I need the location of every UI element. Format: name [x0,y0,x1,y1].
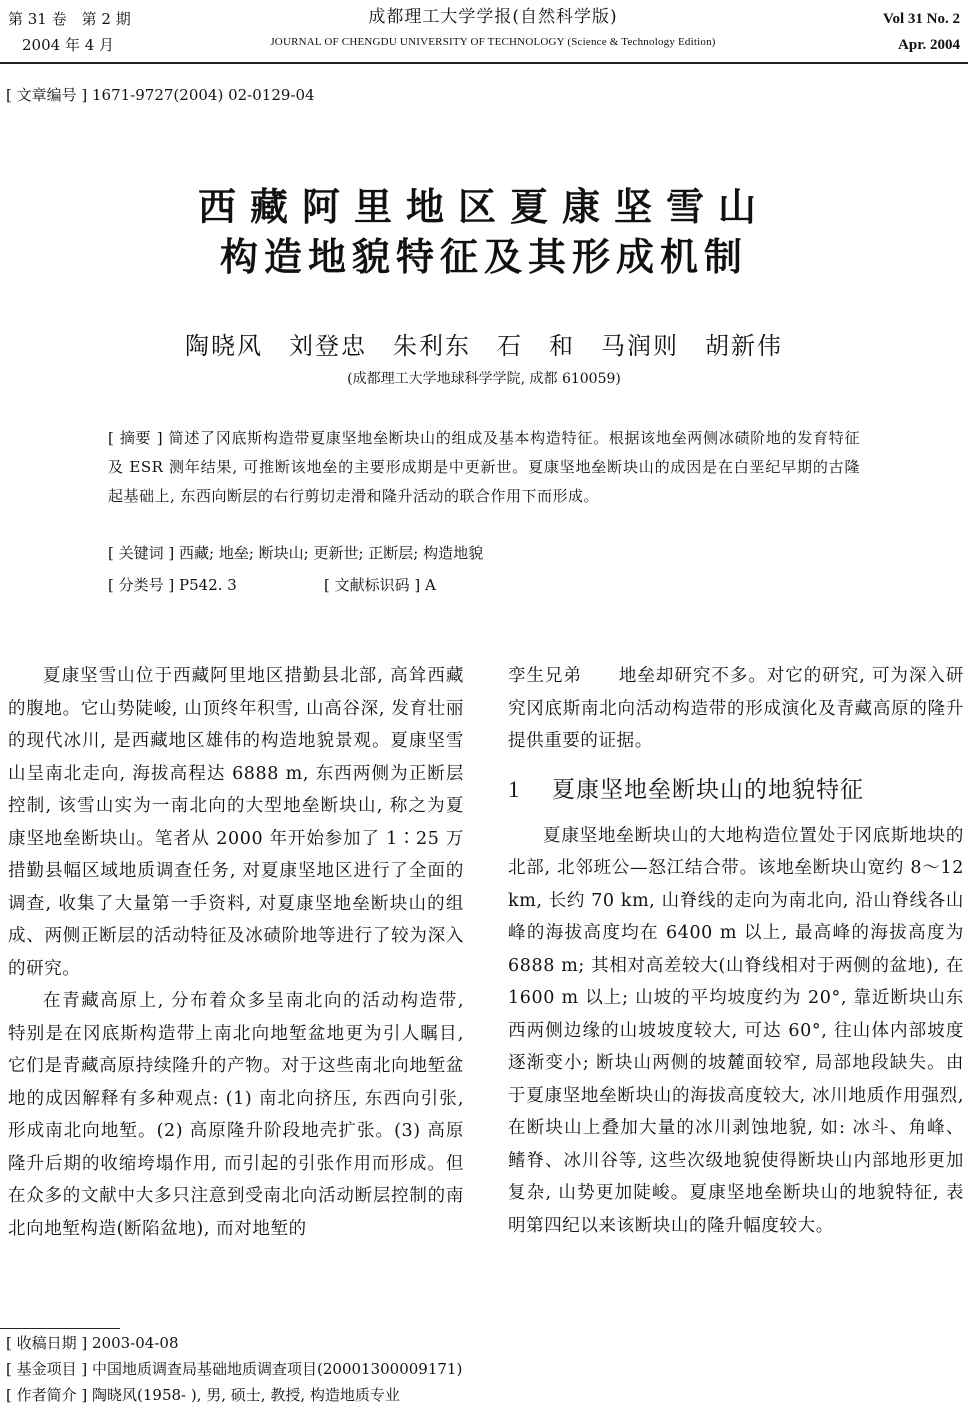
volume-issue-en [883,6,960,58]
keywords: [ 关键词 ] 西藏; 地垒; 断块山; 更新世; 正断层; 构造地貌 [108,544,484,562]
body-right-column [508,660,964,1242]
body-paragraph: 夏康坚地垒断块山的大地构造位置处于冈底斯地块的北部, 北邻班公—怒江结合带。该地垒断块山宽约 8～12 km, 长约 70 km, 山脊线的走向为南北向, 沿山脊线各山峰的海拔高度均在 6400 m 以上, 最高峰的海拔高度为 6888 m; 其相对高差较大(山脊线相对于两侧的盆地), 在 1600 m 以上; 山坡的平均坡度约为 20°, 靠近断块山东西两侧边缘的山坡坡度较大, 可达 60°, 往山体内部坡度逐渐变小; 断块山两侧的坡麓面较窄, 局部地段缺失。由于夏康坚地垒断块山的海拔高度较大, 冰川地质作用强烈, 在断块山上叠加大量的冰川剥蚀地貌, 如: 冰斗、角峰、鳍脊、冰川谷等, 这些次级地貌使得断块山内部地形更加复杂, 山势更加陡峻。夏康坚地垒断块山的地貌特征, 表明第四纪以来该断块山的隆升幅度较大。 [508,825,964,1236]
affiliation: (成都理工大学地球科学学院, 成都 610059) [347,371,621,387]
classification-number: [ 分类号 ] P542. 3 [108,576,237,594]
date-en: Apr. 2004 [898,37,960,53]
abstract: [ 摘要 ] 简述了冈底斯构造带夏康坚地垒断块山的组成及基本构造特征。根据该地垒两侧冰碛阶地的发育特征及 ESR 测年结果, 可推断该地垒的主要形成期是中更新世。夏康坚地垒断块山的成因是在白垩纪早期的古隆起基础上, 东西向断层的右行剪切走滑和隆升活动的联合作用下而形成。 [108,429,860,505]
paper-title-line2: 构造地貌特征及其形成机制 [219,234,748,279]
volume-cn: 第 31 卷 第 2 期 [8,10,131,28]
journal-header [190,6,796,56]
date-cn: 2004 年 4 月 [22,36,115,54]
footnote-fund: [ 基金项目 ] 中国地质调查局基础地质调查项目(20001300009171) [6,1360,463,1378]
section-number: 1 [508,776,521,802]
footnote-rule [0,1328,120,1329]
volume-issue-cn [8,6,131,58]
body-paragraph: 夏康坚雪山位于西藏阿里地区措勤县北部, 高耸西藏的腹地。它山势陡峻, 山顶终年积雪, 山高谷深, 发育壮丽的现代冰川, 是西藏地区雄伟的构造地貌景观。夏康坚雪山呈南北走向, 海拔高程达 6888 m, 东西两侧为正断层控制, 该雪山实为一南北向的大型地垒断块山, 称之为夏康坚地垒断块山。笔者从 2000 年开始参加了 1∶25 万措勤县幅区域地质调查任务, 对夏康坚地区进行了全面的调查, 收集了大量第一手资料, 对夏康坚地垒断块山的组成、两侧正断层的活动特征及冰碛阶地等进行了较为深入的研究。 [8,666,464,979]
section-heading [508,764,964,816]
header-rule [0,62,968,64]
document-code: [ 文献标识码 ] A [324,576,436,594]
section-title: 夏康坚地垒断块山的地貌特征 [552,776,864,803]
journal-title-en: JOURNAL OF CHENGDU UNIVERSITY OF TECHNOLOGY (Science & Technology Edition) [270,36,716,48]
article-id: [ 文章编号 ] 1671-9727(2004) 02-0129-04 [6,86,315,104]
footnote-author: [ 作者简介 ] 陶晓风(1958- ), 男, 硕士, 教授, 构造地质专业 [6,1386,400,1404]
footnote-received: [ 收稿日期 ] 2003-04-08 [6,1334,179,1352]
body-left-column [8,660,464,1245]
paper-title-line1: 西藏阿里地区夏康坚雪山 [197,184,770,229]
journal-title-cn: 成都理工大学学报(自然科学版) [368,7,618,27]
authors: 陶晓风 刘登忠 朱利东 石 和 马润则 胡新伟 [185,332,783,360]
body-paragraph: 在青藏高原上, 分布着众多呈南北向的活动构造带, 特别是在冈底斯构造带上南北向地堑盆地更为引人瞩目, 它们是青藏高原持续隆升的产物。对于这些南北向地堑盆地的成因解释有多种观点: (1) 南北向挤压, 东西向引张, 形成南北向地堑。(2) 高原隆升阶段地壳扩张。(3) 高原隆升后期的收缩垮塌作用, 而引起的引张作用而形成。但在众多的文献中大多只注意到受南北向活动断层控制的南北向地堑构造(断陷盆地), 而对地堑的 [8,991,464,1239]
volume-en: Vol 31 No. 2 [883,11,960,27]
body-paragraph: 孪生兄弟 地垒却研究不多。对它的研究, 可为深入研究冈底斯南北向活动构造带的形成演化及青藏高原的隆升提供重要的证据。 [508,666,964,751]
